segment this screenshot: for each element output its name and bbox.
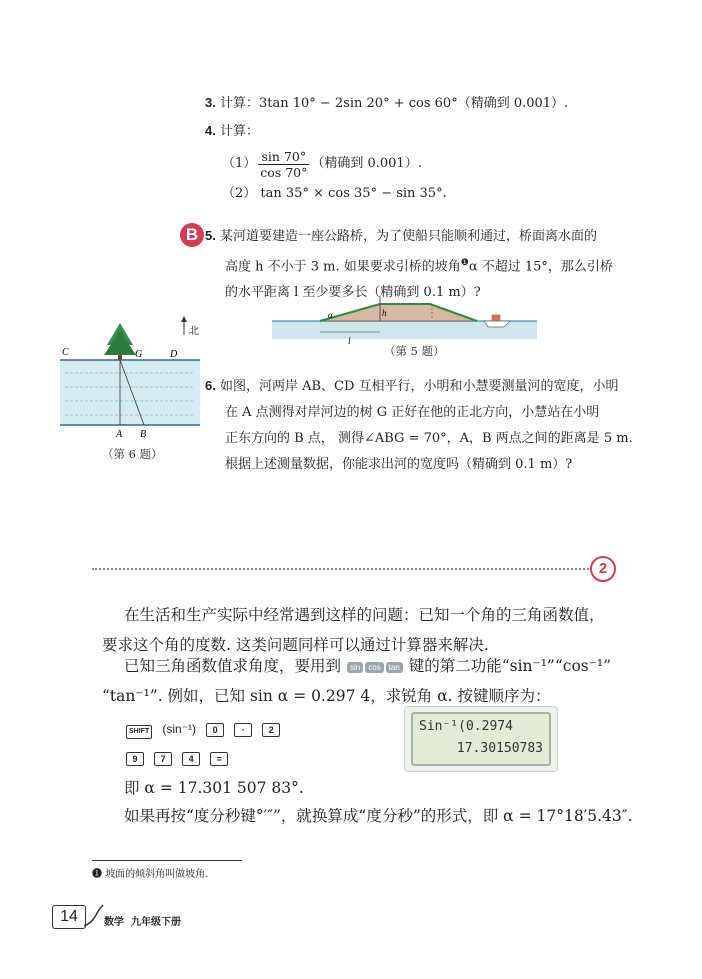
l-label: l [348, 336, 351, 346]
h-label: h [382, 308, 387, 318]
footer-book-info: 数学 九年级下册 [104, 917, 181, 928]
key-row-2 [126, 747, 285, 766]
cos-key-icon: cos [365, 662, 383, 673]
paragraph-1: 在生活和生产实际中经常遇到这样的问题：已知一个角的三角函数值， 要求这个角的度数. 这类问题同样可以通过计算器来解决. [102, 606, 605, 654]
river-figure [60, 315, 200, 440]
section-divider [92, 568, 592, 570]
label-c: C [62, 347, 69, 358]
key-equals: = [210, 752, 228, 766]
dms-line: 如果再按“度分秒键°′″”，就换算成“度分秒”的形式，即 α = 17°18′5.43″. [124, 807, 633, 825]
north-label: 北 [189, 326, 199, 337]
boat-icon [484, 315, 510, 327]
calculator-display [411, 712, 551, 766]
section-number: 2 [590, 556, 616, 582]
label-a: A [116, 429, 123, 440]
sin-inverse-label: (sin⁻¹) [162, 722, 196, 736]
level-b-badge: B [180, 223, 204, 247]
key-row-1 [126, 718, 285, 739]
exercise-4: 4. 计算： [205, 123, 259, 139]
key-4: 4 [182, 752, 200, 766]
exercise-6: 6. 如图，河两岸 AB、CD 互相平行，小明和小慧要测量河的宽度，小明 在 A 点测得对岸河边的树 G 正好在他的正北方向，小慧站在小明 正东方向的 B 点， 测得∠ABG = 70°，A，B 两点之间的距离是 5 m. 根据上述测量数据，你能求出河的宽度吗（精确到 0.1 m）? [205, 378, 633, 472]
exercise-5: 5. 某河道要建造一座公路桥，为了使船只能顺利通过，桥面离水面的 高度 h 不小于 3 m. 如果要求引桥的坡角$^❶$α 不超过 15°，那么引桥 的水平距离 l 至少要多长（精确到 0.1 m）? [205, 228, 613, 301]
display-result: 17.30150783 [456, 741, 543, 756]
footnote-rule [92, 860, 242, 861]
alpha-label: α [328, 310, 333, 320]
north-arrow-icon [181, 316, 187, 335]
paragraph-2: 已知三角函数值求角度，要用到 sin cos tan 键的第二功能“sin⁻¹”“cos⁻¹” “tan⁻¹”. 例如，已知 sin α = 0.297 4，求锐角 α. 按键顺序为： [102, 657, 612, 705]
key-7: 7 [154, 752, 172, 766]
result-line: 即 α = 17.301 507 83°. [124, 779, 304, 797]
tree-icon [104, 323, 136, 360]
bridge-figure [272, 292, 542, 347]
exercise-4-part1: （1） $\frac{\sin 70^\circ}{\cos 70^\circ}$ （精确到 0.001）. [222, 148, 422, 180]
page-number: 14 [52, 905, 86, 929]
label-b: B [140, 429, 147, 440]
figure-5-caption: （第 5 题） [384, 344, 445, 358]
calculator-display-frame [404, 706, 558, 772]
exercise-4-part2: （2） tan 35° × cos 35° − sin 35°. [222, 186, 447, 201]
figure-6-caption: （第 6 题） [102, 447, 163, 461]
key-dot: · [234, 723, 252, 737]
key-0: 0 [206, 723, 224, 737]
key-sequence [126, 718, 285, 766]
tan-key-icon: tan [386, 662, 403, 673]
label-g: G [135, 349, 143, 360]
fraction: $\frac{\sin 70^\circ}{\cos 70^\circ}$ [260, 148, 308, 180]
footer-swoosh-icon [84, 903, 104, 929]
label-d: D [170, 349, 178, 360]
footnote: ❶ 坡面的倾斜角叫做坡角. [92, 869, 209, 880]
exercise-3: 3. 计算：3tan 10° − 2sin 20° + cos 60°（精确到 0.001）. [205, 95, 569, 111]
key-9: 9 [126, 752, 144, 766]
shift-key: SHIFT [126, 725, 152, 739]
sin-key-icon: sin [347, 662, 363, 673]
footnote-marker: ❶ [460, 258, 469, 268]
display-input: Sin⁻¹(0.2974 [419, 719, 513, 734]
key-2: 2 [262, 723, 280, 737]
